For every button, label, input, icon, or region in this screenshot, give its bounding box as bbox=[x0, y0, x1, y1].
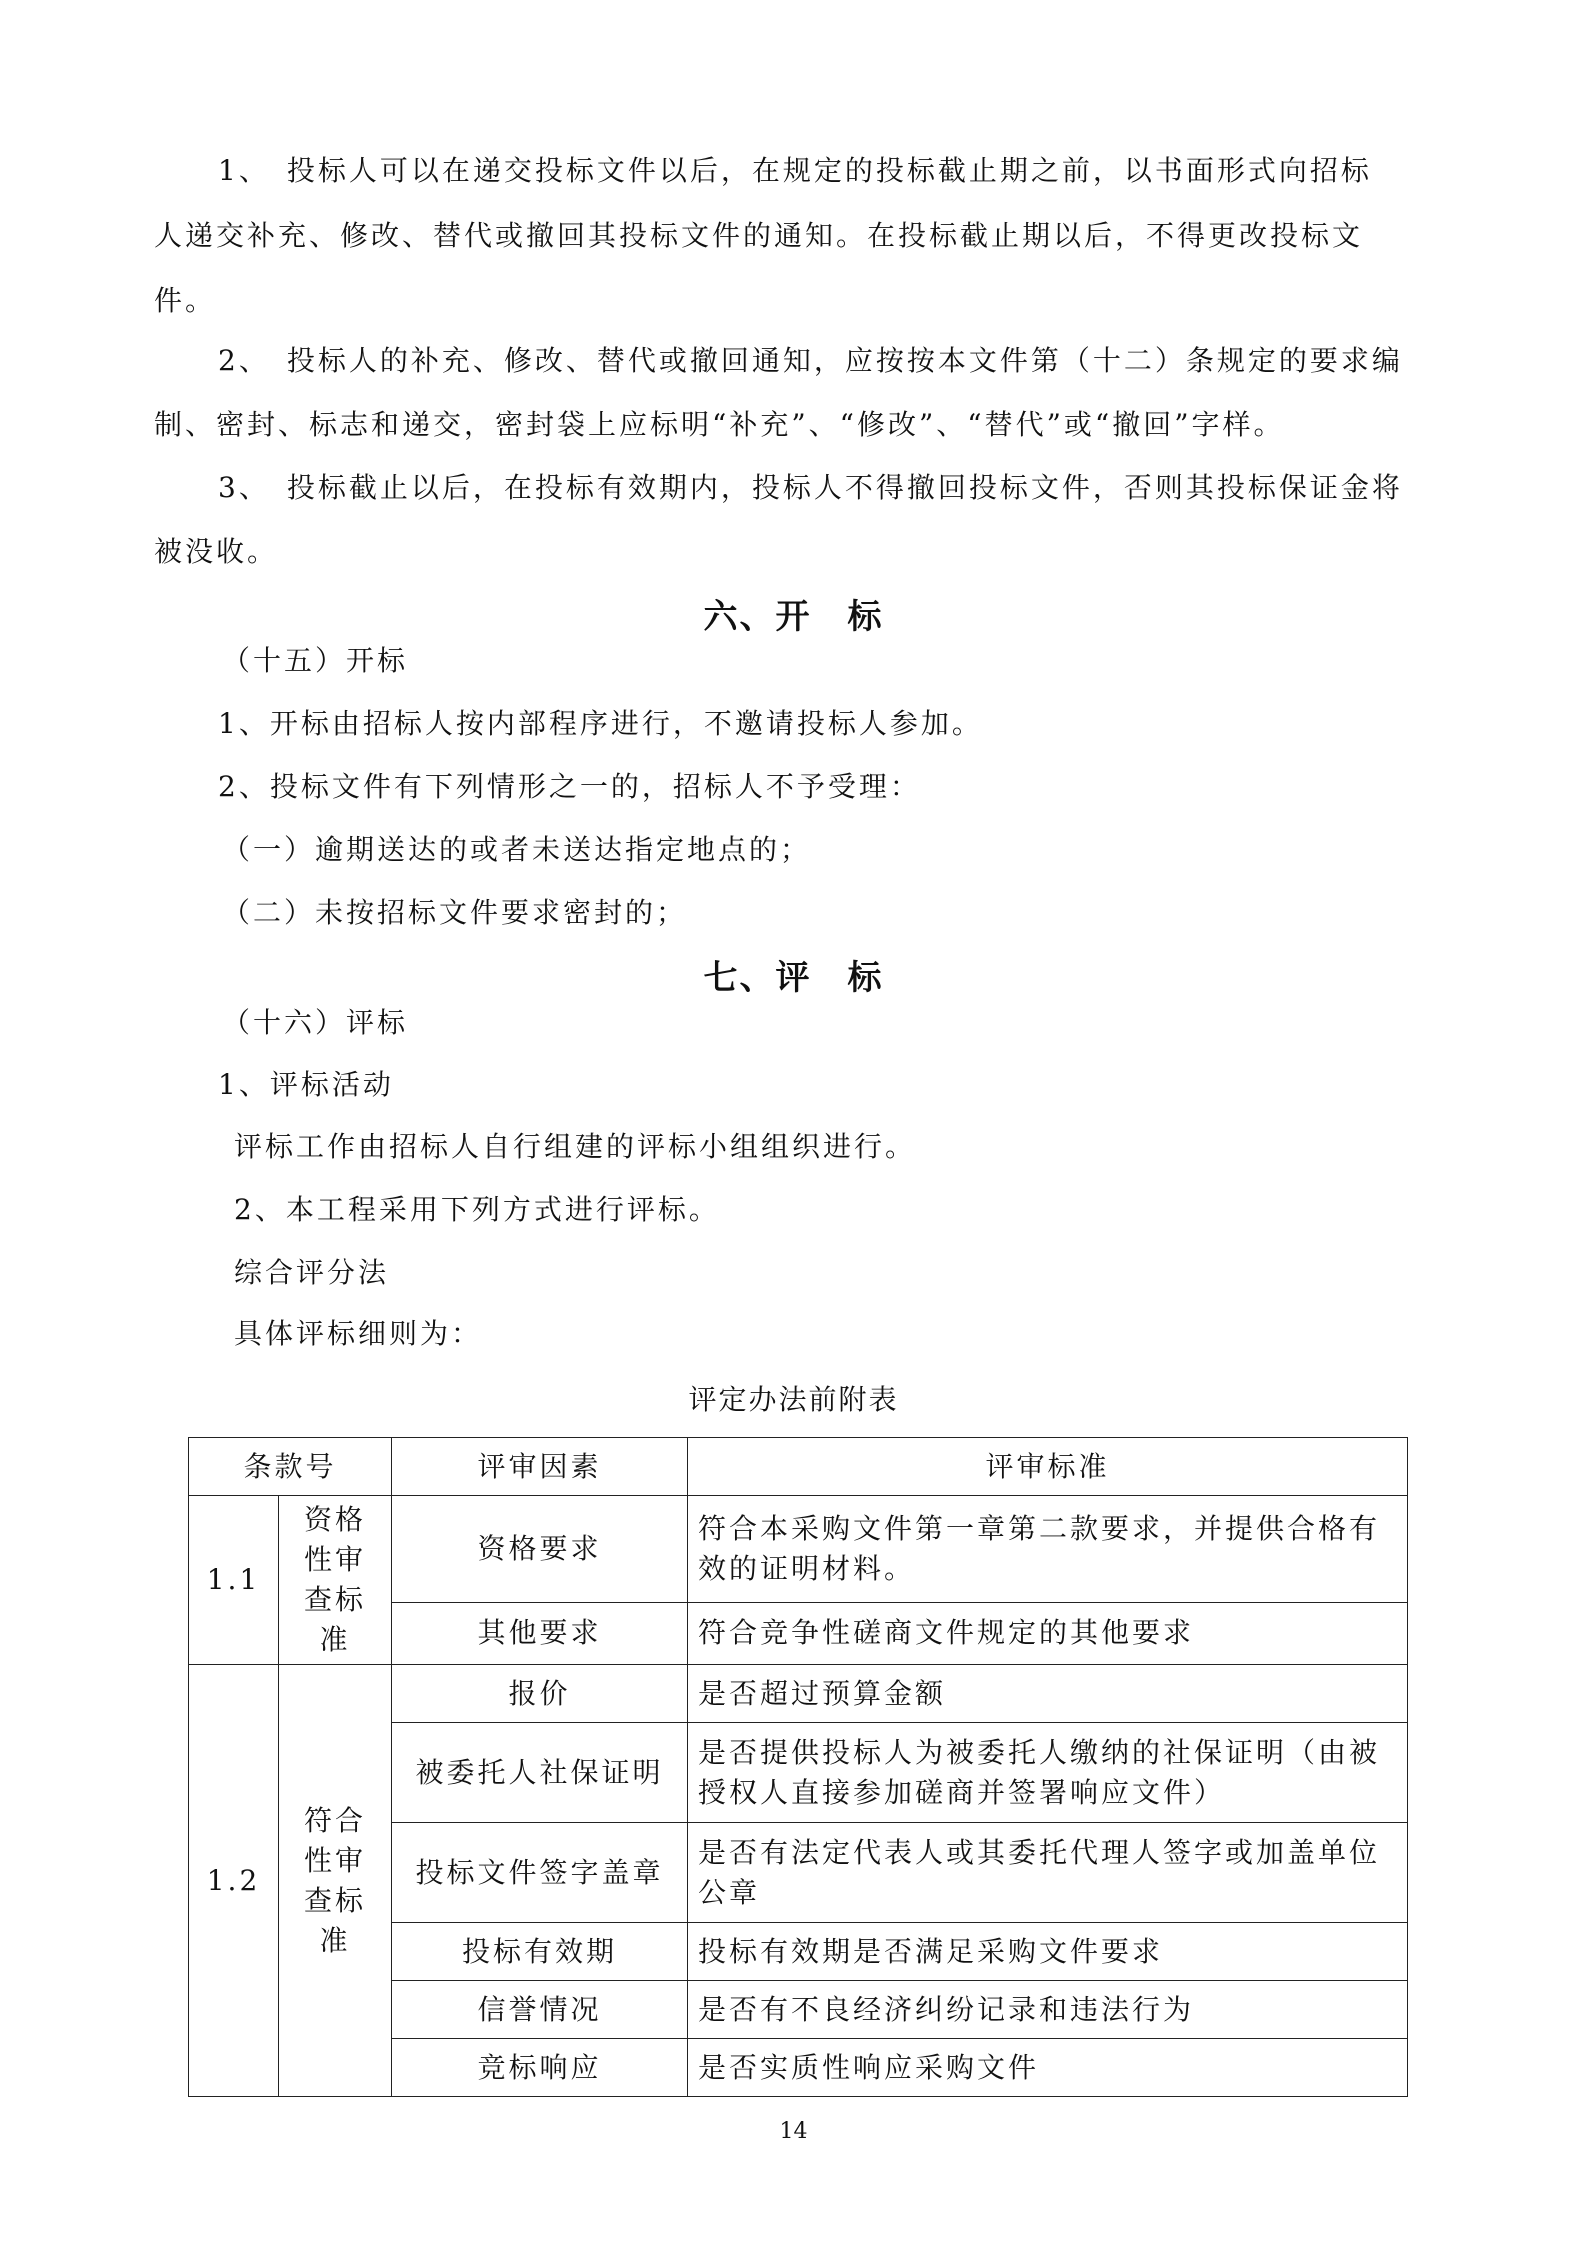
header-factor: 评审因素 bbox=[392, 1438, 688, 1496]
review-standard: 是否有不良经济纠纷记录和违法行为 bbox=[688, 1981, 1408, 2039]
section-heading-evaluation: 七、评 标 bbox=[703, 958, 884, 998]
list-item: 综合评分法 bbox=[234, 1256, 390, 1289]
header-standard: 评审标准 bbox=[688, 1438, 1408, 1496]
table-caption: 评定办法前附表 bbox=[688, 1383, 899, 1416]
paragraph-line: 3、 投标截止以后，在投标有效期内，投标人不得撤回投标文件，否则其投标保证金将 bbox=[218, 471, 1403, 504]
review-category: 符合性审查标准 bbox=[279, 1665, 392, 2097]
subsection-title: （十六）评标 bbox=[222, 1006, 409, 1039]
section-heading-opening: 六、开 标 bbox=[703, 597, 884, 637]
table-header-row bbox=[189, 1438, 1408, 1496]
review-standard: 是否提供投标人为被委托人缴纳的社保证明（由被授权人直接参加磋商并签署响应文件） bbox=[688, 1723, 1408, 1823]
paragraph-line: 人递交补充、修改、替代或撤回其投标文件的通知。在投标截止期以后，不得更改投标文 bbox=[154, 219, 1364, 252]
list-item: （一）逾期送达的或者未送达指定地点的； bbox=[222, 833, 812, 866]
list-item: 具体评标细则为： bbox=[234, 1317, 483, 1350]
review-standard: 是否超过预算金额 bbox=[688, 1665, 1408, 1723]
list-item: （二）未按招标文件要求密封的； bbox=[222, 896, 688, 929]
review-category: 资格性审查标准 bbox=[279, 1496, 392, 1665]
review-factor: 信誉情况 bbox=[392, 1981, 688, 2039]
list-item: 2、投标文件有下列情形之一的，招标人不予受理： bbox=[218, 770, 921, 803]
paragraph-line: 件。 bbox=[154, 284, 217, 317]
review-standard: 是否有法定代表人或其委托代理人签字或加盖单位公章 bbox=[688, 1823, 1408, 1923]
paragraph-line: 被没收。 bbox=[154, 535, 279, 568]
clause-number: 1.2 bbox=[189, 1665, 279, 2097]
paragraph-line: 2、 投标人的补充、修改、替代或撤回通知，应按按本文件第（十二）条规定的要求编 bbox=[218, 344, 1403, 377]
clause-number: 1.1 bbox=[189, 1496, 279, 1665]
review-factor: 投标有效期 bbox=[392, 1923, 688, 1981]
list-item: 1、开标由招标人按内部程序进行，不邀请投标人参加。 bbox=[218, 707, 983, 740]
review-factor: 其他要求 bbox=[392, 1602, 688, 1664]
table-row bbox=[189, 1665, 1408, 1723]
header-clause-no: 条款号 bbox=[189, 1438, 392, 1496]
paragraph-line: 1、 投标人可以在递交投标文件以后，在规定的投标截止期之前，以书面形式向招标 bbox=[218, 154, 1372, 187]
review-factor: 报价 bbox=[392, 1665, 688, 1723]
list-item: 评标工作由招标人自行组建的评标小组组织进行。 bbox=[234, 1130, 917, 1163]
review-factor: 被委托人社保证明 bbox=[392, 1723, 688, 1823]
evaluation-table bbox=[188, 1437, 1408, 2097]
subsection-title: （十五）开标 bbox=[222, 644, 409, 677]
review-standard: 是否实质性响应采购文件 bbox=[688, 2039, 1408, 2097]
review-standard: 符合本采购文件第一章第二款要求，并提供合格有效的证明材料。 bbox=[688, 1496, 1408, 1603]
review-factor: 竞标响应 bbox=[392, 2039, 688, 2097]
list-item: 2、本工程采用下列方式进行评标。 bbox=[234, 1193, 720, 1226]
review-standard: 投标有效期是否满足采购文件要求 bbox=[688, 1923, 1408, 1981]
paragraph-line: 制、密封、标志和递交，密封袋上应标明“补充”、“修改”、“替代”或“撤回”字样。 bbox=[154, 408, 1285, 441]
table-row bbox=[189, 1496, 1408, 1603]
list-item: 1、评标活动 bbox=[218, 1068, 394, 1101]
review-factor: 投标文件签字盖章 bbox=[392, 1823, 688, 1923]
review-standard: 符合竞争性磋商文件规定的其他要求 bbox=[688, 1602, 1408, 1664]
review-factor: 资格要求 bbox=[392, 1496, 688, 1603]
page-number: 14 bbox=[779, 2119, 808, 2144]
